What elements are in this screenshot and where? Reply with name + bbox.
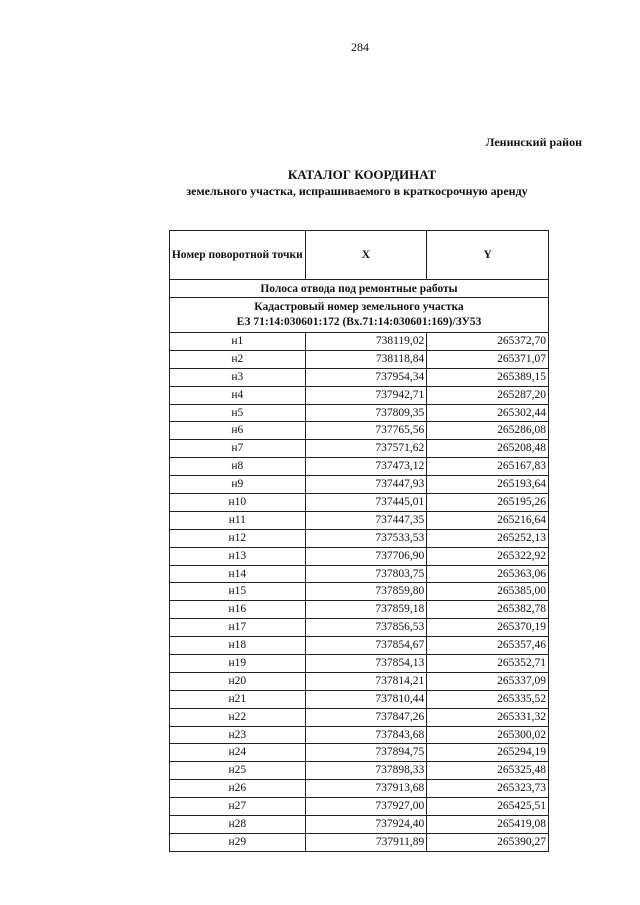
x-coordinate-cell: 737924,40 (305, 816, 427, 834)
x-coordinate-cell: 737473,12 (305, 458, 427, 476)
x-coordinate-cell: 737447,35 (305, 511, 427, 529)
table-row (170, 476, 549, 494)
y-coordinate-cell: 265167,83 (427, 458, 549, 476)
x-coordinate-cell: 737854,13 (305, 655, 427, 673)
table-row (170, 511, 549, 529)
point-number-cell: н20 (170, 672, 306, 690)
point-number-cell: н8 (170, 458, 306, 476)
table-row (170, 744, 549, 762)
point-number-cell: н13 (170, 547, 306, 565)
point-number-cell: н2 (170, 350, 306, 368)
table-row (170, 494, 549, 512)
table-header-row (170, 231, 549, 280)
table-row (170, 798, 549, 816)
y-coordinate-cell: 265372,70 (427, 333, 549, 351)
y-coordinate-cell: 265193,64 (427, 476, 549, 494)
table-row (170, 386, 549, 404)
x-coordinate-cell: 737927,00 (305, 798, 427, 816)
y-coordinate-cell: 265208,48 (427, 440, 549, 458)
point-number-cell: н25 (170, 762, 306, 780)
point-number-cell: н6 (170, 422, 306, 440)
x-coordinate-cell: 737765,56 (305, 422, 427, 440)
y-coordinate-cell: 265323,73 (427, 780, 549, 798)
x-coordinate-cell: 737445,01 (305, 494, 427, 512)
y-coordinate-cell: 265425,51 (427, 798, 549, 816)
table-row (170, 583, 549, 601)
x-coordinate-cell: 737571,62 (305, 440, 427, 458)
x-coordinate-cell: 737954,34 (305, 368, 427, 386)
table-row (170, 547, 549, 565)
point-number-cell: н28 (170, 816, 306, 834)
header-y: Y (427, 231, 549, 280)
table-body (170, 280, 549, 852)
cadastral-cell (170, 298, 549, 333)
x-coordinate-cell: 737856,53 (305, 619, 427, 637)
section-row (170, 280, 549, 298)
cadastral-number: ЕЗ 71:14:030601:172 (Вх.71:14:030601:169)/ЗУ53 (236, 316, 482, 328)
point-number-cell: н5 (170, 404, 306, 422)
y-coordinate-cell: 265363,06 (427, 565, 549, 583)
y-coordinate-cell: 265389,15 (427, 368, 549, 386)
table-row (170, 565, 549, 583)
table-row (170, 619, 549, 637)
x-coordinate-cell: 737533,53 (305, 529, 427, 547)
y-coordinate-cell: 265390,27 (427, 833, 549, 851)
point-number-cell: н18 (170, 637, 306, 655)
x-coordinate-cell: 737854,67 (305, 637, 427, 655)
point-number-cell: н21 (170, 690, 306, 708)
section-title: Полоса отвода под ремонтные работы (170, 280, 549, 298)
table-row (170, 637, 549, 655)
point-number-cell: н15 (170, 583, 306, 601)
y-coordinate-cell: 265300,02 (427, 726, 549, 744)
header-point-number: Номер поворотной точки (170, 231, 306, 280)
x-coordinate-cell: 737859,80 (305, 583, 427, 601)
table-row (170, 816, 549, 834)
x-coordinate-cell: 737810,44 (305, 690, 427, 708)
x-coordinate-cell: 737847,26 (305, 708, 427, 726)
point-number-cell: н11 (170, 511, 306, 529)
point-number-cell: н24 (170, 744, 306, 762)
point-number-cell: н7 (170, 440, 306, 458)
table-row (170, 368, 549, 386)
point-number-cell: н27 (170, 798, 306, 816)
x-coordinate-cell: 737942,71 (305, 386, 427, 404)
point-number-cell: н29 (170, 833, 306, 851)
table-row (170, 458, 549, 476)
y-coordinate-cell: 265419,08 (427, 816, 549, 834)
point-number-cell: н1 (170, 333, 306, 351)
y-coordinate-cell: 265370,19 (427, 619, 549, 637)
table-row (170, 780, 549, 798)
y-coordinate-cell: 265385,00 (427, 583, 549, 601)
cadastral-row (170, 298, 549, 333)
table-row (170, 601, 549, 619)
table-row (170, 655, 549, 673)
document-subtitle: земельного участка, испрашиваемого в краткосрочную аренду (186, 184, 528, 198)
table-row (170, 690, 549, 708)
point-number-cell: н9 (170, 476, 306, 494)
y-coordinate-cell: 265294,19 (427, 744, 549, 762)
point-number-cell: н10 (170, 494, 306, 512)
table-row (170, 708, 549, 726)
y-coordinate-cell: 265216,64 (427, 511, 549, 529)
x-coordinate-cell: 737814,21 (305, 672, 427, 690)
table-row (170, 529, 549, 547)
point-number-cell: н3 (170, 368, 306, 386)
point-number-cell: н26 (170, 780, 306, 798)
x-coordinate-cell: 737809,35 (305, 404, 427, 422)
x-coordinate-cell: 738118,84 (305, 350, 427, 368)
table-row (170, 726, 549, 744)
table-row (170, 350, 549, 368)
table-row (170, 762, 549, 780)
y-coordinate-cell: 265252,13 (427, 529, 549, 547)
coordinates-table (169, 230, 549, 852)
point-number-cell: н4 (170, 386, 306, 404)
point-number-cell: н17 (170, 619, 306, 637)
y-coordinate-cell: 265195,26 (427, 494, 549, 512)
point-number-cell: н14 (170, 565, 306, 583)
x-coordinate-cell: 738119,02 (305, 333, 427, 351)
table-row (170, 672, 549, 690)
y-coordinate-cell: 265325,48 (427, 762, 549, 780)
x-coordinate-cell: 737803,75 (305, 565, 427, 583)
table-row (170, 440, 549, 458)
x-coordinate-cell: 737913,68 (305, 780, 427, 798)
point-number-cell: н22 (170, 708, 306, 726)
page-number: 284 (351, 40, 369, 54)
district-label: Ленинский район (485, 135, 582, 149)
y-coordinate-cell: 265357,46 (427, 637, 549, 655)
x-coordinate-cell: 737859,18 (305, 601, 427, 619)
y-coordinate-cell: 265322,92 (427, 547, 549, 565)
y-coordinate-cell: 265302,44 (427, 404, 549, 422)
point-number-cell: н12 (170, 529, 306, 547)
x-coordinate-cell: 737706,90 (305, 547, 427, 565)
x-coordinate-cell: 737911,89 (305, 833, 427, 851)
header-x: X (305, 231, 427, 280)
y-coordinate-cell: 265371,07 (427, 350, 549, 368)
table-row (170, 422, 549, 440)
table-row (170, 333, 549, 351)
y-coordinate-cell: 265331,32 (427, 708, 549, 726)
cadastral-label: Кадастровый номер земельного участка (254, 301, 464, 313)
table-row (170, 833, 549, 851)
x-coordinate-cell: 737447,93 (305, 476, 427, 494)
point-number-cell: н16 (170, 601, 306, 619)
table-row (170, 404, 549, 422)
y-coordinate-cell: 265382,78 (427, 601, 549, 619)
x-coordinate-cell: 737843,68 (305, 726, 427, 744)
document-title: КАТАЛОГ КООРДИНАТ (287, 167, 437, 182)
point-number-cell: н23 (170, 726, 306, 744)
x-coordinate-cell: 737898,33 (305, 762, 427, 780)
y-coordinate-cell: 265286,08 (427, 422, 549, 440)
y-coordinate-cell: 265352,71 (427, 655, 549, 673)
x-coordinate-cell: 737894,75 (305, 744, 427, 762)
y-coordinate-cell: 265337,09 (427, 672, 549, 690)
y-coordinate-cell: 265335,52 (427, 690, 549, 708)
point-number-cell: н19 (170, 655, 306, 673)
y-coordinate-cell: 265287,20 (427, 386, 549, 404)
